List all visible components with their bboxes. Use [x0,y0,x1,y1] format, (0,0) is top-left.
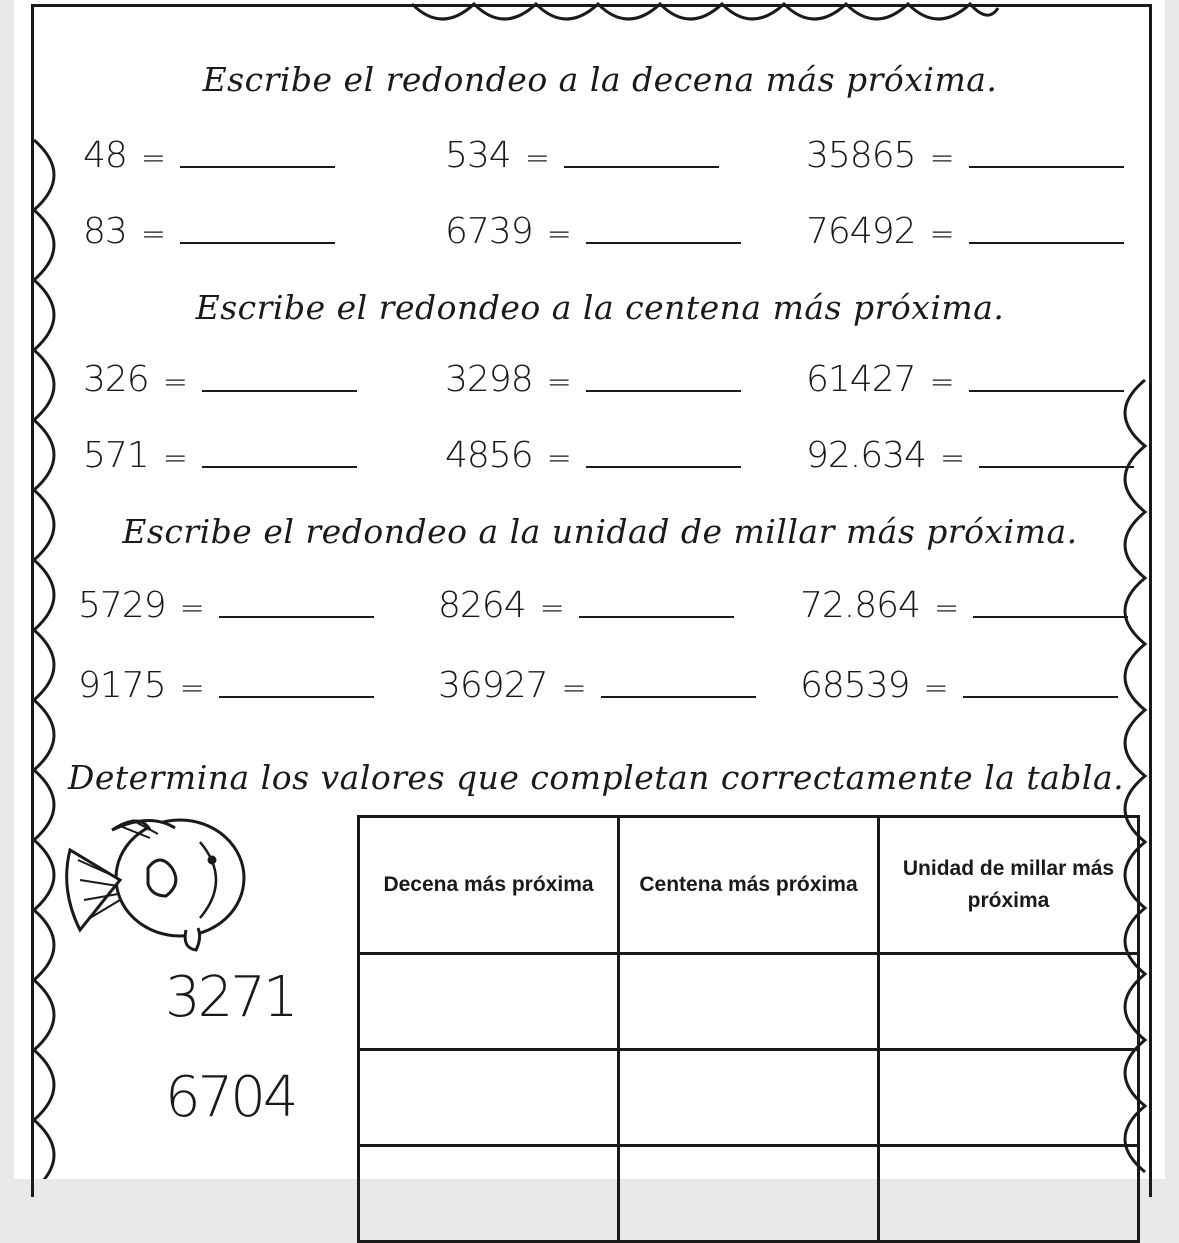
exercise-number: 4856 [445,435,533,476]
equals-sign: = [140,141,166,176]
section-heading-millar: Escribe el redondeo a la unidad de millar más próxima. [122,512,1078,551]
answer-blank[interactable] [219,615,374,618]
equals-sign: = [524,141,550,176]
answer-blank[interactable] [979,465,1134,468]
equals-sign: = [179,671,205,706]
exercise-number: 3298 [445,359,533,400]
exercise-number: 72.864 [800,585,920,626]
equals-sign: = [929,141,955,176]
exercise-number: 48 [83,135,127,176]
exercise-number: 35865 [806,135,916,176]
table-header-millar: Unidad de millar más próxima [879,817,1139,954]
equals-sign: = [546,365,572,400]
table-cell[interactable] [619,1050,879,1146]
exercise-item [806,354,1124,400]
exercise-item [806,430,1134,476]
table-row-number: 3271 [165,965,296,1030]
table-cell[interactable] [879,1050,1139,1146]
exercise-number: 83 [83,211,127,252]
table-header-row [359,817,1139,954]
equals-sign: = [162,365,188,400]
table-cell[interactable] [619,954,879,1050]
table-cell[interactable] [359,1050,619,1146]
exercise-item [78,580,374,626]
exercise-item [445,354,741,400]
exercise-number: 9175 [78,665,166,706]
exercise-number: 92.634 [806,435,926,476]
exercise-item [800,660,1118,706]
exercise-item [800,580,1128,626]
answer-blank[interactable] [202,389,357,392]
answer-blank[interactable] [969,241,1124,244]
table-cell[interactable] [359,954,619,1050]
table-cell[interactable] [359,1146,619,1242]
exercise-number: 76492 [806,211,916,252]
exercise-item [83,206,335,252]
equals-sign: = [162,441,188,476]
equals-sign: = [140,217,166,252]
equals-sign: = [546,217,572,252]
table-cell[interactable] [879,954,1139,1050]
equals-sign: = [929,365,955,400]
table-header-decena: Decena más próxima [359,817,619,954]
exercise-number: 571 [83,435,149,476]
answer-blank[interactable] [219,695,374,698]
exercise-item [445,206,741,252]
exercise-number: 61427 [806,359,916,400]
exercise-number: 5729 [78,585,166,626]
table-row-number: 6704 [165,1065,296,1130]
table-header-centena: Centena más próxima [619,817,879,954]
answer-blank[interactable] [579,615,734,618]
exercise-item [806,130,1124,176]
answer-blank[interactable] [969,165,1124,168]
section-heading-tabla: Determina los valores que completan correctamente la tabla. [67,758,1125,797]
answer-blank[interactable] [586,465,741,468]
exercise-number: 326 [83,359,149,400]
equals-sign: = [179,591,205,626]
exercise-item [83,354,357,400]
exercise-item [438,580,734,626]
answer-blank[interactable] [973,615,1128,618]
exercise-item [445,430,741,476]
section-heading-centena: Escribe el redondeo a la centena más próxima. [195,288,1005,327]
answer-blank[interactable] [963,695,1118,698]
exercise-number: 36927 [438,665,548,706]
table-row [359,1050,1139,1146]
table-row [359,1146,1139,1242]
exercise-item [83,130,335,176]
table-cell[interactable] [879,1146,1139,1242]
equals-sign: = [929,217,955,252]
exercise-item [438,660,756,706]
equals-sign: = [539,591,565,626]
exercise-number: 534 [445,135,511,176]
equals-sign: = [939,441,966,476]
equals-sign: = [923,671,949,706]
answer-blank[interactable] [180,241,335,244]
equals-sign: = [546,441,572,476]
exercise-number: 68539 [800,665,910,706]
table-cell[interactable] [619,1146,879,1242]
equals-sign: = [561,671,587,706]
answer-blank[interactable] [601,695,756,698]
equals-sign: = [933,591,960,626]
section-heading-decena: Escribe el redondeo a la decena más próxima. [202,60,998,99]
exercise-item [78,660,374,706]
exercise-number: 8264 [438,585,526,626]
answer-blank[interactable] [180,165,335,168]
exercise-item [806,206,1124,252]
answer-blank[interactable] [586,241,741,244]
answer-blank[interactable] [202,465,357,468]
answer-blank[interactable] [564,165,719,168]
exercise-item [83,430,357,476]
exercise-item [445,130,719,176]
table-row [359,954,1139,1050]
answer-blank[interactable] [969,389,1124,392]
answer-blank[interactable] [586,389,741,392]
exercise-number: 6739 [445,211,533,252]
